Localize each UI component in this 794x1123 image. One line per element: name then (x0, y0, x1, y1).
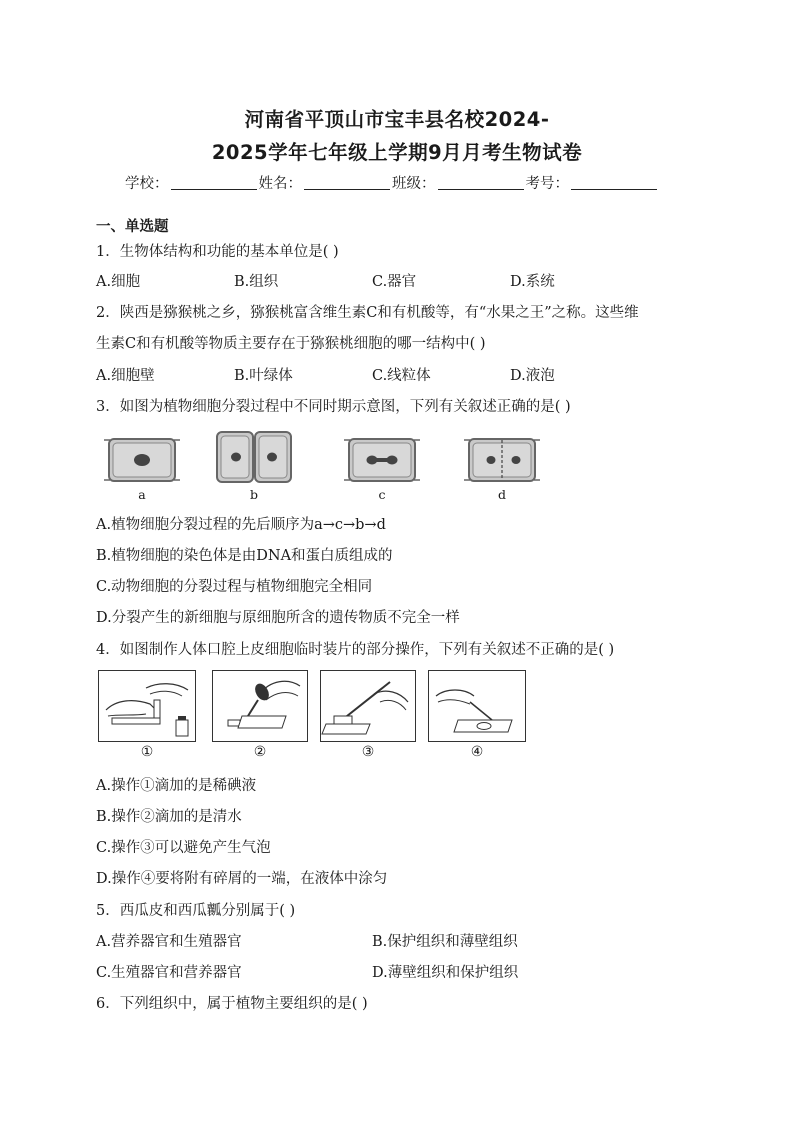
question-4-option-c[interactable]: C.操作③可以避免产生气泡 (96, 840, 271, 856)
step-3-diagram (320, 670, 416, 742)
exam-number-label: 考号： (525, 176, 569, 192)
figure-label-a: a (138, 487, 146, 502)
question-4-option-a[interactable]: A.操作①滴加的是稀碘液 (96, 778, 257, 794)
student-info-row (125, 171, 685, 193)
question-2-option-b[interactable]: B.叶绿体 (234, 368, 293, 384)
question-5-option-b[interactable]: B.保护组织和薄壁组织 (372, 934, 518, 950)
figure-label-2: ② (253, 744, 267, 760)
cell-b-diagram (214, 428, 294, 486)
question-3-option-b[interactable]: B.植物细胞的染色体是由DNA和蛋白质组成的 (96, 548, 393, 564)
step-2-diagram (212, 670, 308, 742)
question-2-option-d[interactable]: D.液泡 (510, 368, 555, 384)
exam-title-line1: 河南省平顶山市宝丰县名校2024- (244, 108, 550, 131)
step-1-diagram (98, 670, 196, 742)
name-label: 姓名： (258, 176, 302, 192)
cell-c-diagram (344, 434, 420, 486)
question-3-option-d[interactable]: D.分裂产生的新细胞与原细胞所含的遗传物质不完全一样 (96, 610, 460, 626)
question-2-option-c[interactable]: C.线粒体 (372, 368, 431, 384)
question-4-option-b[interactable]: B.操作②滴加的是清水 (96, 809, 242, 825)
step-4-diagram (428, 670, 526, 742)
question-3-stem: 3．如图为植物细胞分裂过程中不同时期示意图，下列有关叙述正确的是( ) (96, 399, 571, 415)
question-6-stem: 6．下列组织中，属于植物主要组织的是( ) (96, 996, 368, 1012)
question-1-option-c[interactable]: C.器官 (372, 274, 417, 290)
class-label: 班级： (392, 176, 436, 192)
question-5-option-c[interactable]: C.生殖器官和营养器官 (96, 965, 242, 981)
question-1-option-d[interactable]: D.系统 (510, 274, 555, 290)
question-1-stem: 1．生物体结构和功能的基本单位是( ) (96, 244, 339, 260)
figure-label-4: ④ (470, 744, 484, 760)
question-2-option-a[interactable]: A.细胞壁 (96, 368, 155, 384)
question-5-option-d[interactable]: D.薄壁组织和保护组织 (372, 965, 519, 981)
figure-label-b: b (249, 487, 258, 502)
figure-label-c: c (378, 487, 386, 502)
class-field[interactable] (438, 189, 524, 190)
exam-number-field[interactable] (571, 189, 657, 190)
question-3-option-c[interactable]: C.动物细胞的分裂过程与植物细胞完全相同 (96, 579, 373, 595)
question-2-stem-line1: 2．陕西是猕猴桃之乡，猕猴桃富含维生素C和有机酸等，有“水果之王”之称。这些维 (96, 305, 639, 321)
question-3-option-a[interactable]: A.植物细胞分裂过程的先后顺序为a→c→b→d (96, 517, 386, 533)
cell-a-diagram (104, 434, 180, 486)
question-1-option-a[interactable]: A.细胞 (96, 274, 141, 290)
figure-label-d: d (497, 487, 506, 502)
question-2-stem-line2: 生素C和有机酸等物质主要存在于猕猴桃细胞的哪一结构中( ) (96, 336, 486, 352)
exam-title-line2: 2025学年七年级上学期9月月考生物试卷 (211, 141, 583, 164)
school-field[interactable] (171, 189, 257, 190)
figure-label-3: ③ (361, 744, 375, 760)
question-4-option-d[interactable]: D.操作④要将附有碎屑的一端，在液体中涂匀 (96, 871, 388, 887)
name-field[interactable] (304, 189, 390, 190)
question-1-option-b[interactable]: B.组织 (234, 274, 279, 290)
question-5-stem: 5．西瓜皮和西瓜瓤分别属于( ) (96, 903, 296, 919)
question-5-option-a[interactable]: A.营养器官和生殖器官 (96, 934, 242, 950)
question-4-stem: 4．如图制作人体口腔上皮细胞临时装片的部分操作，下列有关叙述不正确的是( ) (96, 642, 615, 658)
school-label: 学校： (125, 176, 169, 192)
section-title: 一、单选题 (96, 219, 169, 235)
figure-label-1: ① (140, 744, 154, 760)
cell-d-diagram (464, 434, 540, 486)
